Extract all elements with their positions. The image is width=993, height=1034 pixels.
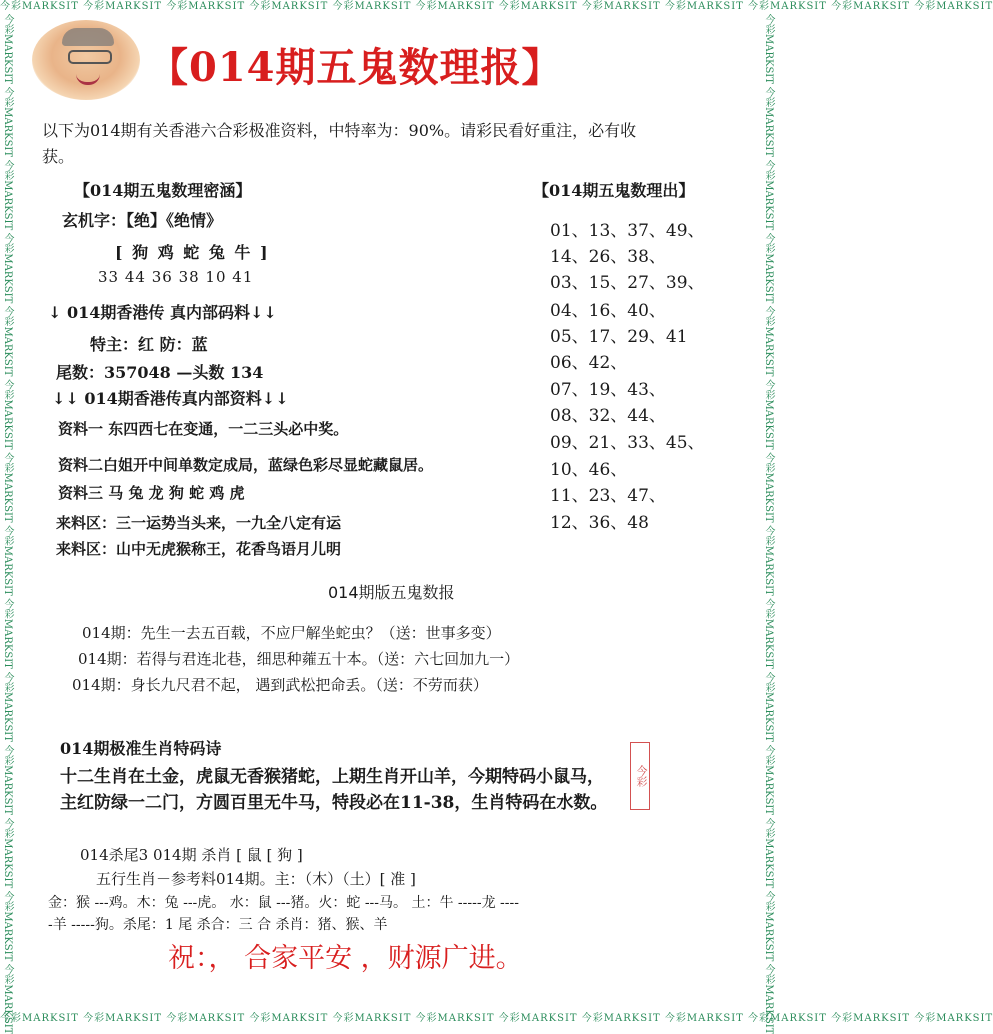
footer-blessing: 祝：， 合家平安 ，财源广进。 bbox=[168, 943, 523, 974]
riddle-line-3: 014期：身长九尺君不起， 遇到武松把命丢。（送：不劳而获） bbox=[72, 676, 488, 694]
poem-line-2: 主红防绿一二门，方圆百里无牛马，特段必在11-38，生肖特码在水数。 bbox=[60, 793, 608, 813]
riddle-line-2: 014期：若得与君连北巷，细思种蕹五十本。（送：六七回加九一） bbox=[78, 650, 520, 668]
laiyuan-1: 来料区：三一运势当头来，一九全八定有运 bbox=[56, 514, 342, 532]
laiyuan-2: 来料区：山中无虎猴称王，花香鸟语月儿明 bbox=[56, 540, 342, 558]
left-border: 今彩MARKSIT 今彩MARKSIT 今彩MARKSIT 今彩MARKSIT 今彩MARKSIT 今彩MARKSIT 今彩MARKSIT 今彩MARKSIT 今彩MARKSIT 今彩MARKSIT 今彩MARKSIT 今彩MARKSIT 今彩MARKSIT 今彩MARKSIT bbox=[2, 14, 13, 1034]
poem-heading: 014期极准生肖特码诗 bbox=[60, 739, 222, 758]
number-row: 01、13、37、49、 bbox=[550, 221, 705, 241]
seal-stamp: 今彩 bbox=[630, 742, 650, 810]
bottom-line-2: 五行生肖－参考料014期。主：（木）（土）[ 准 ] bbox=[96, 870, 416, 888]
number-row: 14、26、38、 bbox=[550, 247, 666, 267]
number-row: 11、23、47、 bbox=[550, 486, 666, 506]
intro-line-2: 获。 bbox=[42, 147, 75, 166]
section2-heading: 014期版五鬼数报 bbox=[328, 583, 455, 602]
avatar-glasses-icon bbox=[68, 50, 112, 64]
bottom-border: 今彩MARKSIT 今彩MARKSIT 今彩MARKSIT 今彩MARKSIT 今彩MARKSIT 今彩MARKSIT 今彩MARKSIT 今彩MARKSIT 今彩MARKSIT 今彩MARKSIT 今彩MARKSIT 今彩MARKSIT bbox=[0, 1013, 993, 1024]
number-row: 09、21、33、45、 bbox=[550, 433, 705, 453]
hk-header-2: ↓↓ 014期香港传真内部资料↓↓ bbox=[52, 389, 289, 408]
numbers-line: 33 44 36 38 10 41 bbox=[98, 268, 254, 286]
tezhu-line: 特主：红 防：蓝 bbox=[90, 335, 208, 354]
page-title: 【014期五鬼数理报】 bbox=[148, 44, 563, 91]
ziliao-3: 资料三 马 兔 龙 狗 蛇 鸡 虎 bbox=[58, 484, 245, 502]
bottom-line-3: 金：猴 ---鸡。木：兔 ---虎。 水：鼠 ---猪。火：蛇 ---马。 土：牛 -----龙 ---- bbox=[48, 895, 519, 911]
number-row: 07、19、43、 bbox=[550, 380, 666, 400]
weishu-line: 尾数：357048 —头数 134 bbox=[56, 363, 264, 382]
riddle-line-1: 014期：先生一去五百载，不应尸解坐蛇虫？（送：世事多变） bbox=[82, 624, 501, 642]
left-header: 【014期五鬼数理密涵】 bbox=[74, 181, 252, 200]
number-row: 10、46、 bbox=[550, 460, 628, 480]
number-row: 05、17、29、41 bbox=[550, 327, 688, 347]
right-header: 【014期五鬼数理出】 bbox=[533, 181, 695, 200]
hk-header-1: ↓ 014期香港传 真内部码料↓↓ bbox=[48, 303, 277, 322]
bottom-line-4: -羊 -----狗。杀尾：1 尾 杀合：三 合 杀肖：猪、猴、羊 bbox=[48, 917, 388, 933]
avatar-hair bbox=[62, 28, 114, 46]
number-row: 03、15、27、39、 bbox=[550, 273, 705, 293]
ziliao-2: 资料二白姐开中间单数定成局，蓝绿色彩尽显蛇藏鼠居。 bbox=[58, 456, 434, 474]
intro-line-1: 以下为014期有关香港六合彩极准资料，中特率为：90%。请彩民看好重注，必有收 bbox=[42, 121, 637, 140]
number-row: 12、36、48 bbox=[550, 513, 649, 533]
number-row: 04、16、40、 bbox=[550, 301, 666, 321]
poem-line-1: 十二生肖在土金，虎鼠无香猴猪蛇，上期生肖开山羊，今期特码小鼠马， bbox=[60, 767, 604, 787]
bottom-line-1: 014杀尾3 014期 杀肖 [ 鼠 [ 狗 ] bbox=[80, 846, 303, 864]
top-border: 今彩MARKSIT 今彩MARKSIT 今彩MARKSIT 今彩MARKSIT 今彩MARKSIT 今彩MARKSIT 今彩MARKSIT 今彩MARKSIT 今彩MARKSIT 今彩MARKSIT 今彩MARKSIT 今彩MARKSIT bbox=[0, 1, 993, 12]
animals-line: [ 狗 鸡 蛇 兔 牛 ] bbox=[115, 243, 270, 262]
ziliao-1: 资料一 东四西七在变通，一二三头必中奖。 bbox=[58, 420, 349, 438]
xuanji-line: 玄机字：【绝】《绝情》 bbox=[62, 211, 223, 230]
avatar bbox=[32, 20, 140, 100]
number-row: 06、42、 bbox=[550, 353, 628, 373]
right-border: 今彩MARKSIT 今彩MARKSIT 今彩MARKSIT 今彩MARKSIT 今彩MARKSIT 今彩MARKSIT 今彩MARKSIT 今彩MARKSIT 今彩MARKSIT 今彩MARKSIT 今彩MARKSIT 今彩MARKSIT 今彩MARKSIT 今彩MARKSIT bbox=[763, 14, 774, 1034]
avatar-smile-icon bbox=[76, 74, 100, 85]
number-row: 08、32、44、 bbox=[550, 406, 666, 426]
